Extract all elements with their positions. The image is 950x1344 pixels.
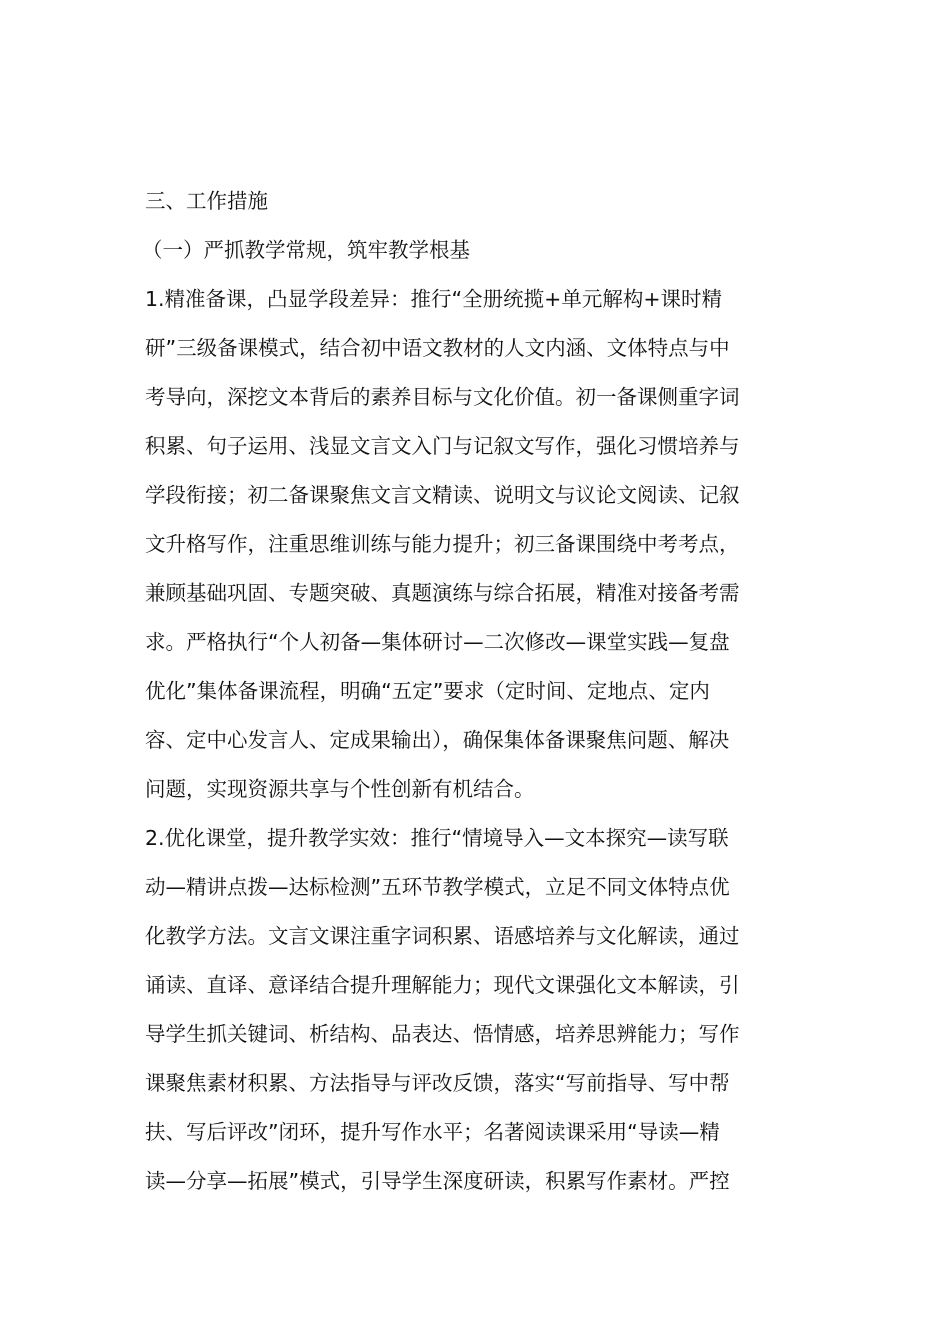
paragraph-line: 研”三级备课模式，结合初中语文教材的人文内涵、文体特点与中 [145,336,730,360]
paragraph-line: 1.精准备课，凸显学段差异：推行“全册统揽+单元解构+课时精 [145,287,723,311]
paragraph-line: 导学生抓关键词、析结构、品表达、悟情感，培养思辨能力；写作 [145,1022,740,1046]
document-body [142,180,807,1209]
paragraph-line: 积累、句子运用、浅显文言文入门与记叙文写作，强化习惯培养与 [145,434,740,458]
paragraph-line: 求。严格执行“个人初备—集体研讨—二次修改—课堂实践—复盘 [145,630,730,654]
paragraph-line: 动—精讲点拨—达标检测”五环节教学模式，立足不同文体特点优 [145,875,730,899]
section-subtitle: （一）严抓教学常规，筑牢教学根基 [142,238,470,262]
paragraph-line: 问题，实现资源共享与个性创新有机结合。 [145,777,535,801]
paragraph-1 [145,278,807,817]
paragraph-line: 文升格写作，注重思维训练与能力提升；初三备课围绕中考考点， [145,532,740,556]
paragraph-line: 化教学方法。文言文课注重字词积累、语感培养与文化解读，通过 [145,924,740,948]
paragraph-line: 学段衔接；初二备课聚焦文言文精读、说明文与议论文阅读、记叙 [145,483,740,507]
paragraph-line: 读—分享—拓展”模式，引导学生深度研读，积累写作素材。严控 [145,1169,730,1193]
paragraph-line: 诵读、直译、意译结合提升理解能力；现代文课强化文本解读，引 [145,973,740,997]
paragraph-line: 兼顾基础巩固、专题突破、真题演练与综合拓展，精准对接备考需 [145,581,740,605]
paragraph-line: 扶、写后评改”闭环，提升写作水平；名著阅读课采用“导读—精 [145,1120,720,1144]
paragraph-line: 优化”集体备课流程，明确“五定”要求（定时间、定地点、定内 [145,679,710,703]
paragraph-2 [145,817,807,1209]
paragraph-line: 2.优化课堂，提升教学实效：推行“情境导入—文本探究—读写联 [145,826,729,850]
paragraph-line: 课聚焦素材积累、方法指导与评改反馈，落实“写前指导、写中帮 [145,1071,730,1095]
section-title: 三、工作措施 [145,189,268,213]
paragraph-line: 容、定中心发言人、定成果输出），确保集体备课聚焦问题、解决 [145,728,730,752]
paragraph-line: 考导向，深挖文本背后的素养目标与文化价值。初一备课侧重字词 [145,385,740,409]
